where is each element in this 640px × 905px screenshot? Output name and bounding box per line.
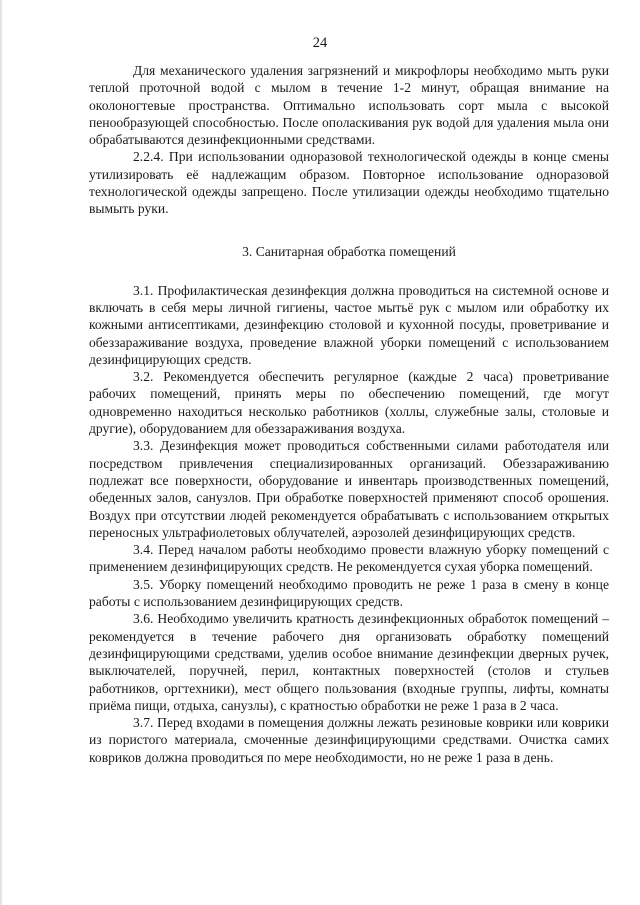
paragraph-3-4: 3.4. Перед началом работы необходимо провести влажную уборку помещений с применением дезинфицирующих средств. Не рекомендуется сухая уборка помещений. <box>89 542 609 575</box>
paragraph-3-5: 3.5. Уборку помещений необходимо проводить не реже 1 раза в смену в конце работы с использованием дезинфицирующих средств. <box>89 576 609 610</box>
scan-edge-shadow <box>0 0 3 905</box>
paragraph-hand-washing: Для механического удаления загрязнений и микрофлоры необходимо мыть руки теплой проточной водой с мылом в течение 1-2 минут, обращая внимание на околоногтевые пространства. Оптимально использовать сорт мыла с высокой пенообразующей способностью. После ополаскивания рук водой для удаления мыла они обрабатываются дезинфекционными средствами. <box>89 63 609 148</box>
section-heading: 3. Санитарная обработка помещений <box>242 243 456 259</box>
paragraph-3-3: 3.3. Дезинфекция может проводиться собственными силами работодателя или посредством привлечения специализированных организаций. Обеззараживанию подлежат все поверхности, оборудование и инвентарь производственных помещений, обеденных залов, санузлов. При обработке поверхностей применяют способ орошения. Воздух при отсутствии людей рекомендуется обрабатывать с использованием открытых переносных ультрафиолетовых облучателей, аэрозолей дезинфицирующих средств. <box>89 438 609 540</box>
paragraph-3-1: 3.1. Профилактическая дезинфекция должна проводиться на системной основе и включать в себя меры личной гигиены, частое мытьё рук с мылом или обработку их кожными антисептиками, дезинфекцию столовой и кухонной посуды, проветривание и обеззараживание воздуха, проведение влажной уборки помещений с использованием дезинфицирующих средств. <box>89 282 609 367</box>
paragraph-3-7: 3.7. Перед входами в помещения должны лежать резиновые коврики или коврики из пористого материала, смоченные дезинфицирующими средствами. Очистка самих ковриков должна проводиться по мере необходимости, но не реже 1 раза в день. <box>89 715 609 765</box>
page-number: 24 <box>312 35 328 51</box>
paragraph-2-2-4: 2.2.4. При использовании одноразовой технологической одежды в конце смены утилизировать её надлежащим образом. Повторное использование одноразовой технологической одежды запрещено. После утилизации одежды необходимо тщательно вымыть руки. <box>89 149 609 217</box>
document-body <box>89 62 609 766</box>
paragraph-3-6: 3.6. Необходимо увеличить кратность дезинфекционных обработок помещений – рекомендуется в течение рабочего дня организовать обработку помещений дезинфицирующими средствами, уделив особое внимание дезинфекции дверных ручек, выключателей, поручней, перил, контактных поверхностей (столов и стульев работников, оргтехники), мест общего пользования (входные группы, лифты, комнаты приёма пищи, отдыха, санузлы), с кратностью обработки не реже 1 раза в 2 часа. <box>89 611 609 713</box>
paragraph-3-2: 3.2. Рекомендуется обеспечить регулярное (каждые 2 часа) проветривание рабочих помещений, принять меры по обеспечению помещений, где могут одновременно находиться несколько работников (холлы, служебные залы, столовые и другие), оборудованием для обеззараживания воздуха. <box>89 369 609 437</box>
